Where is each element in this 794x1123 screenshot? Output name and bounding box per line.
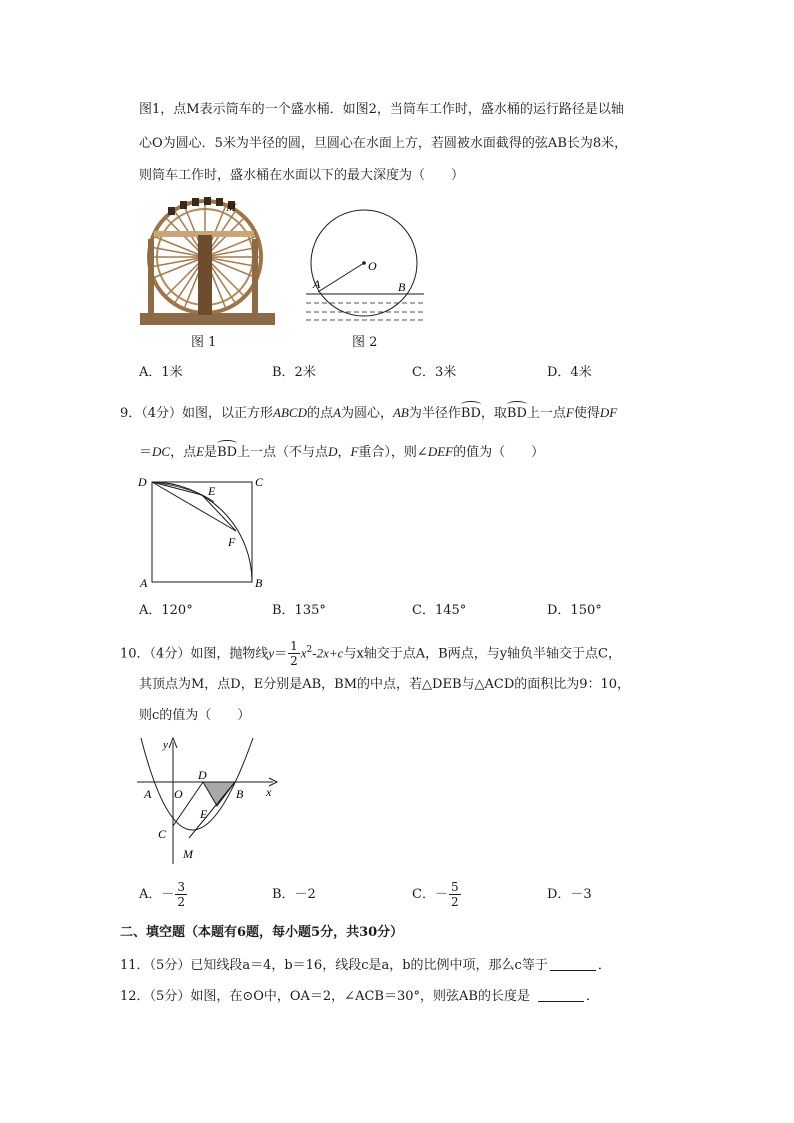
q10-figure — [133, 732, 283, 867]
q10-line-3: 则c的值为（ ） — [139, 708, 251, 723]
q9-var: A — [333, 405, 341, 420]
q9-label-d: D — [138, 475, 147, 489]
q9-option-a: A．120° — [139, 603, 193, 618]
q10-var: -2x+c — [312, 645, 344, 661]
q11-text: 11．（5分）已知线段a＝4，b＝16，线段c是a，b的比例中项，那么c等于 — [120, 958, 548, 973]
q8-fig2-label-o: O — [368, 259, 377, 273]
q9-option-c: C．145° — [412, 603, 467, 618]
q10-text: 与x轴交于点A，B两点，与y轴负半轴交于点C， — [343, 646, 622, 662]
q9-var: DEF — [427, 444, 454, 459]
q8-line-3: 则筒车工作时，盛水桶在水面以下的最大深度为（ ） — [139, 168, 465, 183]
section-2-title: 二、填空题（本题有6题，每小题5分，共30分） — [120, 925, 404, 940]
q9-var: D — [328, 444, 338, 459]
q10-option-c — [412, 880, 462, 910]
q12-line — [120, 987, 599, 1007]
q9-label-f: F — [228, 535, 236, 549]
q10-frac-num: 3 — [177, 880, 186, 894]
q12-text: 12．（5分）如图，在⊙O中，OA＝2，∠ACB＝30°，则弦AB的长度是 — [120, 989, 530, 1004]
q10-option-a-fraction — [175, 880, 187, 909]
q9-var: DF — [599, 405, 618, 420]
q9-text: ，点 — [170, 445, 197, 460]
q10-line-2: 其顶点为M，点D，E分别是AB，BM的中点，若△DEB与△ACD的面积比为9：10， — [139, 677, 631, 692]
q8-fig1-label-m: M — [226, 200, 236, 214]
q8-option-d: D．4米 — [547, 365, 592, 380]
q9-label-a: A — [140, 576, 148, 590]
q8-option-c: C．3米 — [412, 365, 457, 380]
q10-option-a — [139, 880, 188, 910]
q9-var: DC — [152, 444, 171, 459]
q12-text-end: ． — [585, 989, 599, 1004]
q8-fig2-label-b: B — [398, 280, 406, 294]
q9-var: AB — [392, 405, 409, 420]
q10-line-1 — [120, 636, 621, 668]
q10-label-c: C — [158, 827, 167, 841]
q8-line-1: 图1，点M表示筒车的一个盛水桶．如图2，当筒车工作时，盛水桶的运行路径是以轴 — [139, 102, 624, 117]
q9-text: 为半径作 — [408, 406, 461, 421]
q9-text: 上一点（不与点 — [237, 445, 329, 460]
q10-label-x: x — [266, 785, 272, 799]
q9-text: 为圆心， — [340, 406, 393, 421]
q10-label-o: O — [174, 787, 183, 801]
q11-answer-blank[interactable] — [550, 956, 596, 971]
q10-option-c-fraction — [449, 880, 461, 909]
q9-arc-bd: BD — [507, 404, 527, 424]
q9-var: F — [565, 405, 574, 420]
q10-option-b: B．－2 — [272, 887, 316, 902]
q10-var: y — [268, 645, 275, 661]
q9-text: 9．（4分）如图，以正方形 — [120, 406, 274, 421]
q10-frac-num: 5 — [450, 880, 459, 894]
q10-var: x — [300, 645, 307, 661]
q8-option-a: A．1米 — [139, 365, 183, 380]
q12-answer-blank[interactable] — [538, 987, 584, 1002]
q9-text: 重合），则∠ — [358, 445, 428, 460]
q8-figure-1 — [140, 195, 275, 330]
q11-text-end: ． — [597, 958, 611, 973]
q10-superscript: 2 — [306, 645, 313, 655]
q8-fig2-caption: 图 2 — [352, 335, 378, 350]
q10-option-a-prefix: A．－ — [139, 887, 175, 902]
q9-option-b: B．135° — [272, 603, 326, 618]
q9-var: E — [196, 444, 205, 459]
q9-var: ABCD — [273, 405, 307, 420]
q9-label-c: C — [255, 475, 264, 489]
q10-text: 10．（4分）如图，抛物线 — [120, 646, 269, 662]
q10-label-a: A — [144, 787, 152, 801]
q9-text: 上一点 — [526, 406, 566, 421]
q9-text: 的值为（ ） — [453, 445, 545, 460]
q9-label-e: E — [208, 484, 216, 498]
q10-frac-den: 2 — [177, 895, 186, 909]
q10-fraction — [288, 639, 300, 668]
q9-label-b: B — [255, 576, 263, 590]
q9-text: 使得 — [573, 406, 600, 421]
q10-option-c-prefix: C．－ — [412, 887, 448, 902]
q9-text: ， — [337, 445, 351, 460]
q10-label-m: M — [183, 847, 193, 861]
q10-label-y: y — [163, 739, 168, 751]
q8-option-b: B．2米 — [272, 365, 316, 380]
q10-label-e: E — [200, 807, 208, 821]
q9-option-d: D．150° — [547, 603, 602, 618]
q8-line-2: 心O为圆心．5米为半径的圆，旦圆心在水面上方，若圆被水面截得的弦AB长为8米， — [139, 136, 628, 151]
q10-option-d: D．－3 — [547, 887, 592, 902]
q9-arc-bd: BD — [217, 443, 237, 463]
q9-figure — [136, 472, 276, 594]
q8-fig2-label-a: A — [313, 277, 321, 291]
q10-frac-num: 1 — [290, 639, 298, 654]
q9-text: 的点 — [307, 406, 334, 421]
q11-line — [120, 956, 611, 976]
q8-fig1-caption: 图 1 — [191, 335, 217, 350]
q9-line-1 — [120, 403, 617, 424]
q10-frac-den: 2 — [290, 654, 298, 669]
q10-label-d: D — [198, 768, 207, 782]
q9-text: ，取 — [480, 406, 507, 421]
q10-label-b: B — [236, 787, 244, 801]
q9-text: ＝ — [139, 445, 153, 460]
q10-text: ＝ — [274, 646, 288, 662]
q8-figure-2 — [300, 208, 430, 328]
q9-line-2 — [139, 442, 544, 463]
q9-arc-bd: BD — [461, 404, 481, 424]
q9-text: 是 — [204, 445, 218, 460]
q9-var: F — [350, 444, 359, 459]
q10-frac-den: 2 — [450, 895, 459, 909]
